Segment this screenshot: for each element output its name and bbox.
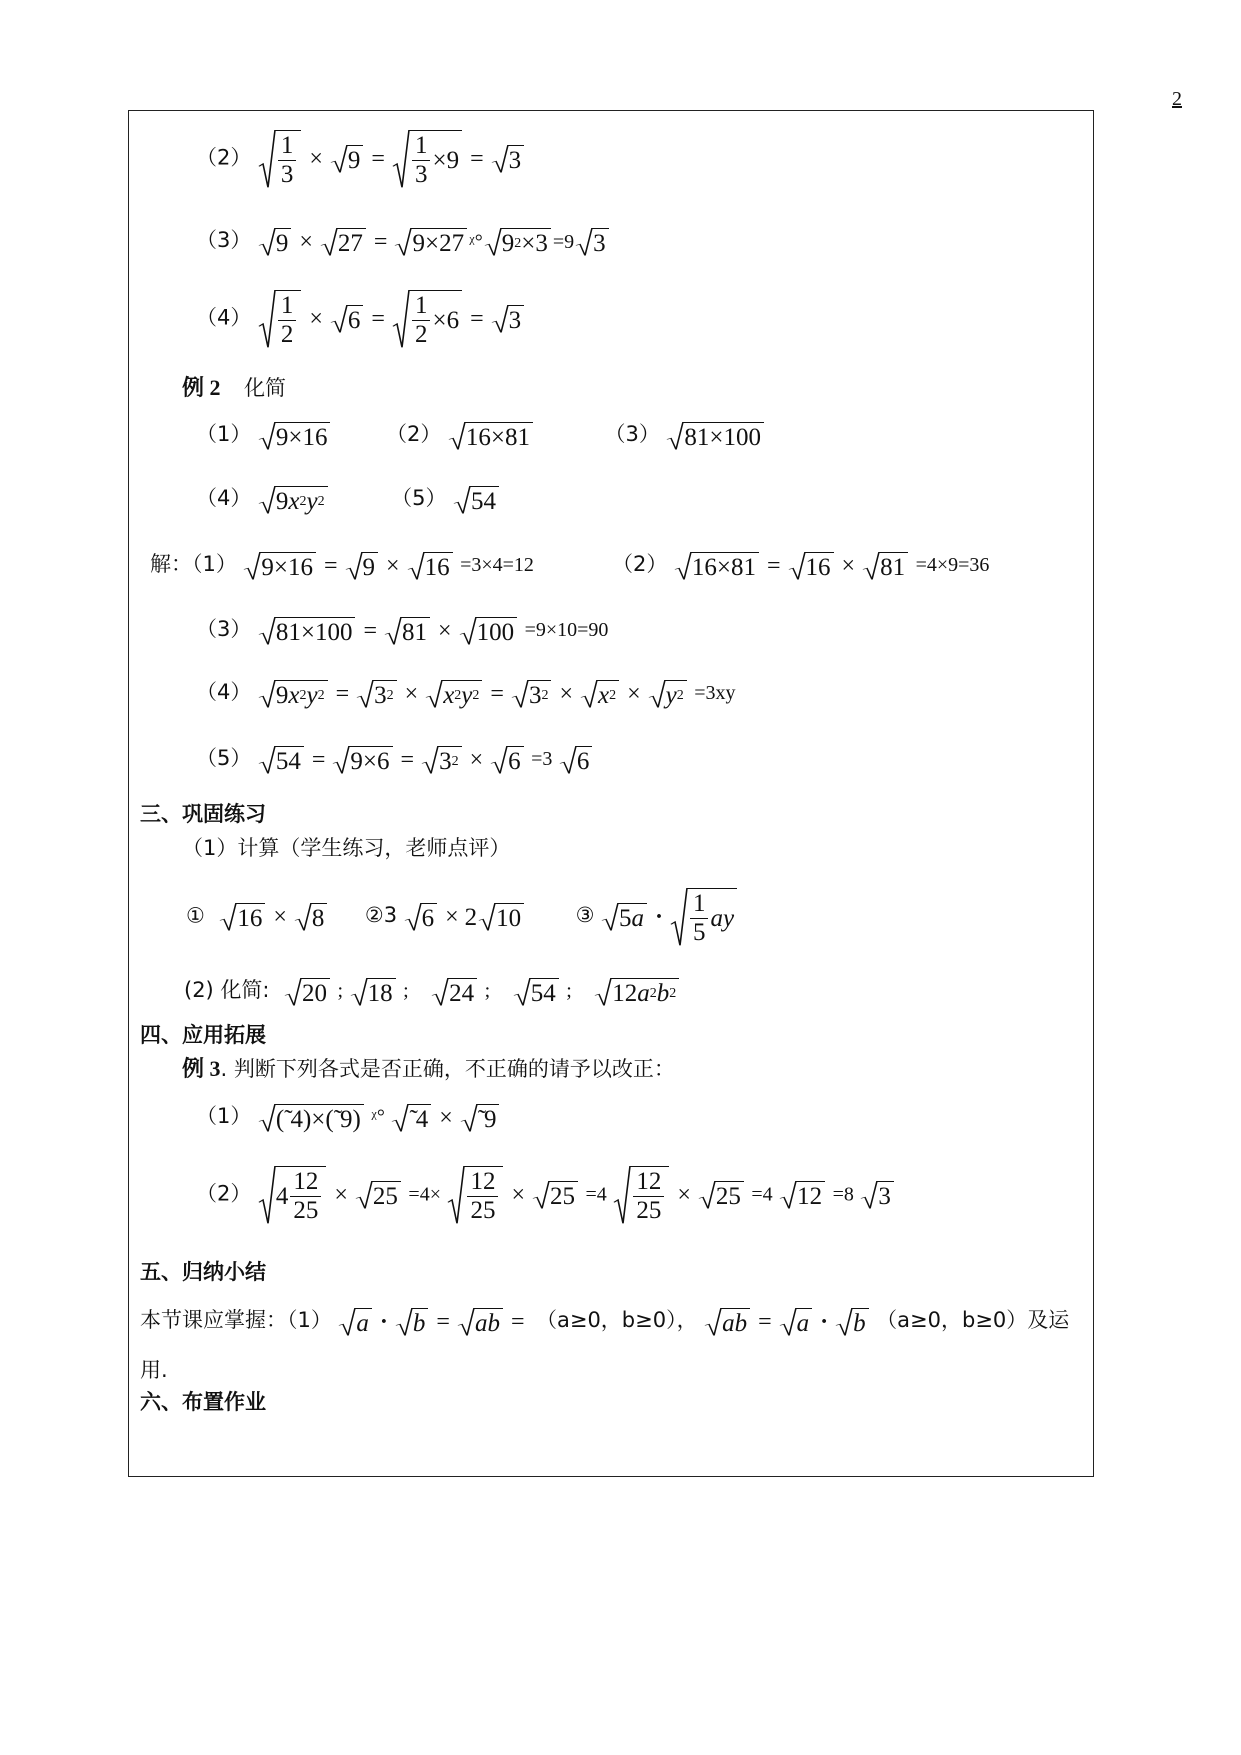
radical: 3 — [861, 1181, 894, 1209]
circled-label: ③ — [575, 903, 595, 928]
radical: 9×16 — [259, 422, 331, 450]
item-label: （2） — [196, 145, 252, 170]
solution-1 — [150, 552, 534, 580]
radical: x 2 — [581, 680, 619, 708]
garbled-symbol: ᵡ° — [469, 231, 483, 253]
solution-5 — [196, 746, 594, 774]
formula: ̃ 4 × ̃ 9 — [390, 1104, 501, 1132]
radical: 12 — [780, 1181, 825, 1209]
radical: 16 — [408, 552, 453, 580]
result-text: =4 — [751, 1183, 773, 1206]
radical: 9 x 2 y 2 — [259, 680, 328, 708]
radical: $\frac{12}{25}$ — [614, 1166, 669, 1225]
item-label: （5） — [391, 486, 447, 511]
radical: 6 — [331, 305, 364, 333]
formula — [430, 978, 479, 1006]
item-label: （1） — [196, 1104, 252, 1129]
radical: 18 — [351, 978, 396, 1006]
formula: $\frac{1}{2}$ × 6 = $\frac{1}{2}$ ×6 = 3 — [257, 290, 526, 349]
summary-line-end: 用. — [140, 1358, 168, 1382]
radical: 81×100 — [667, 422, 764, 450]
separator: ; — [337, 980, 344, 1003]
radical: $\frac{1}{2}$ ×6 — [393, 290, 462, 349]
solution-label: 解：（1） — [150, 552, 237, 577]
result-text: =4 — [585, 1183, 607, 1206]
formula: 9 × 27 = 9×27 ᵡ° 9 2 ×3 =9 3 — [257, 228, 611, 256]
formula — [512, 978, 561, 1006]
result-text: =3xy — [694, 682, 736, 705]
example-instruction: 化简 — [244, 376, 287, 400]
radical: 54 — [454, 486, 499, 514]
solution-4 — [196, 680, 736, 708]
radical: ab — [705, 1308, 750, 1336]
section-3-heading: 三、巩固练习 — [140, 802, 266, 826]
example-3-item-2 — [196, 1166, 896, 1225]
formula: $\frac{12}{25}$ × 25 — [446, 1166, 580, 1225]
radical: 3 — [576, 228, 609, 256]
radical: x 2 y 2 — [426, 680, 482, 708]
formula: 9×16 = 9 × 16 — [242, 552, 454, 580]
exercise-label: (2) 化简: — [184, 978, 270, 1003]
formula — [600, 888, 739, 947]
formula — [349, 978, 398, 1006]
radical: 3 2 — [512, 680, 552, 708]
radical: ab — [458, 1308, 503, 1336]
item-label: （3） — [196, 617, 252, 642]
formula — [257, 422, 333, 450]
worked-item-3 — [196, 228, 611, 256]
formula: ab = a · b — [703, 1308, 871, 1336]
example-2-heading — [182, 377, 286, 399]
dot-operator: · — [820, 1309, 829, 1335]
item-label: （4） — [196, 680, 252, 705]
formula — [859, 1181, 896, 1209]
section-5-heading: 五、归纳小结 — [140, 1260, 266, 1284]
radical: 81 — [385, 617, 430, 645]
worked-item-4 — [196, 290, 526, 349]
radical: 3 — [492, 305, 525, 333]
summary-condition: （a≥0，b≥0）及运 — [876, 1308, 1070, 1333]
radical: 81×100 — [259, 617, 356, 645]
garbled-symbol: ᵡ° — [371, 1106, 385, 1129]
result-text: =9 — [552, 231, 575, 253]
example-2-items-row2 — [196, 486, 501, 514]
circled-label: ②3 — [364, 903, 398, 928]
radical: 25 — [356, 1181, 401, 1209]
formula: 16×81 = 16 × 81 — [673, 552, 910, 580]
formula — [558, 746, 595, 774]
item-label: （4） — [196, 305, 252, 330]
radical: a — [780, 1308, 813, 1336]
dot-operator: · — [654, 904, 663, 931]
radical: (̃ 4)×(̃ 9) — [259, 1104, 364, 1132]
formula: 4 $\frac{12}{25}$ × 25 — [257, 1166, 403, 1225]
result-text: =8 — [832, 1183, 854, 1206]
dot-operator: · — [379, 1309, 388, 1335]
radical: 27 — [321, 228, 366, 256]
radical: 9 2 ×3 — [485, 228, 551, 256]
circled-label: ① — [186, 903, 205, 928]
radical: 4 $\frac{12}{25}$ — [259, 1166, 327, 1225]
radical: ̃ 9 — [461, 1104, 500, 1132]
radical: y 2 — [649, 680, 687, 708]
radical: 9 — [331, 145, 364, 173]
formula: $\frac{12}{25}$ × 25 — [612, 1166, 746, 1225]
formula — [283, 978, 332, 1006]
radical: 24 — [432, 978, 477, 1006]
result-text: =4× — [408, 1183, 441, 1206]
formula: a · b = ab = — [337, 1308, 530, 1336]
radical: 5 a — [602, 903, 647, 931]
radical: 54 — [514, 978, 559, 1006]
item-label: （2） — [612, 552, 668, 577]
exercise-2-row — [184, 978, 681, 1006]
radical: 9×27 — [395, 228, 467, 256]
radical: 3 — [492, 145, 525, 173]
radical: $\frac{1}{2}$ — [259, 290, 302, 349]
radical: $\frac{1}{5}$ ay — [671, 888, 737, 947]
radical: 16×81 — [675, 552, 759, 580]
result-text: =3×4=12 — [460, 554, 534, 577]
formula — [778, 1181, 827, 1209]
example-3-heading — [182, 1058, 675, 1080]
page-number: 2 — [1172, 88, 1182, 110]
result-text: =9×10=90 — [524, 619, 609, 642]
solution-3 — [196, 617, 608, 645]
formula — [257, 486, 330, 514]
radical: 6 — [491, 746, 524, 774]
radical: 9 — [259, 228, 292, 256]
radical: 3 2 — [357, 680, 397, 708]
radical: a — [339, 1308, 372, 1336]
radical: 9×6 — [333, 746, 392, 774]
item-label: （5） — [196, 746, 252, 771]
formula: 16 × 8 — [218, 903, 329, 931]
radical: 6 — [560, 746, 593, 774]
radical: 16 — [220, 903, 265, 931]
summary-line — [140, 1308, 1069, 1336]
section-3-subheading: （1）计算（学生练习，老师点评） — [182, 836, 511, 860]
solution-2 — [612, 552, 989, 580]
radical: 16×81 — [449, 422, 533, 450]
radical: $\frac{1}{3}$ ×9 — [393, 130, 462, 189]
item-label: （3） — [196, 228, 252, 253]
example-instruction: . 判断下列各式是否正确，不正确的请予以改正： — [220, 1057, 675, 1081]
example-label: 例 3 — [182, 1056, 221, 1081]
radical: 10 — [479, 903, 524, 931]
radical: 20 — [285, 978, 330, 1006]
radical: 6 — [405, 903, 438, 931]
radical: 3 2 — [422, 746, 462, 774]
formula: 54 = 9×6 = 3 2 × 6 — [257, 746, 526, 774]
item-label: （3） — [604, 422, 660, 447]
radical: 25 — [699, 1181, 744, 1209]
formula — [257, 1104, 366, 1132]
radical: $\frac{12}{25}$ — [448, 1166, 503, 1225]
section-4-heading: 四、应用拓展 — [140, 1023, 266, 1047]
radical: 100 — [460, 617, 518, 645]
radical: 54 — [259, 746, 304, 774]
separator: ; — [484, 980, 491, 1003]
summary-text: 本节课应掌握：（1） — [140, 1308, 332, 1333]
formula — [593, 978, 681, 1006]
exercise-1-row — [186, 888, 739, 947]
example-label: 例 2 — [182, 375, 221, 400]
radical: b — [836, 1308, 869, 1336]
formula: $\frac{1}{3}$ × 9 = $\frac{1}{3}$ ×9 = 3 — [257, 130, 526, 189]
formula: 9 x 2 y 2 = 3 2 × x 2 y 2 = 3 2 × x 2 × y 2 — [257, 680, 689, 708]
radical: 9×16 — [244, 552, 316, 580]
result-text: =4×9=36 — [915, 554, 990, 577]
radical: b — [396, 1308, 429, 1336]
formula: 6 × 2 10 — [403, 903, 527, 931]
item-label: （2） — [196, 1181, 252, 1206]
radical: 9 — [346, 552, 379, 580]
radical: 25 — [533, 1181, 578, 1209]
example-2-items-row1 — [196, 422, 766, 450]
radical: $\frac{1}{3}$ — [259, 130, 302, 189]
worked-item-2 — [196, 130, 526, 189]
summary-condition: （a≥0，b≥0）， — [535, 1308, 698, 1333]
separator: ; — [403, 980, 409, 1003]
item-label: （4） — [196, 486, 252, 511]
formula: 81×100 = 81 × 100 — [257, 617, 519, 645]
item-label: （2） — [385, 422, 442, 447]
formula — [452, 486, 501, 514]
separator: ; — [566, 980, 572, 1003]
radical: 16 — [789, 552, 834, 580]
section-6-heading: 六、布置作业 — [140, 1390, 266, 1414]
radical: 81 — [863, 552, 908, 580]
radical: 8 — [295, 903, 328, 931]
result-text: =3 — [531, 748, 553, 771]
formula — [665, 422, 766, 450]
radical: 12 a 2 b 2 — [595, 978, 679, 1006]
radical: 9 x 2 y 2 — [259, 486, 328, 514]
radical: ̃ 4 — [392, 1104, 431, 1132]
example-3-item-1 — [196, 1104, 501, 1132]
formula — [447, 422, 535, 450]
item-label: （1） — [196, 422, 252, 447]
